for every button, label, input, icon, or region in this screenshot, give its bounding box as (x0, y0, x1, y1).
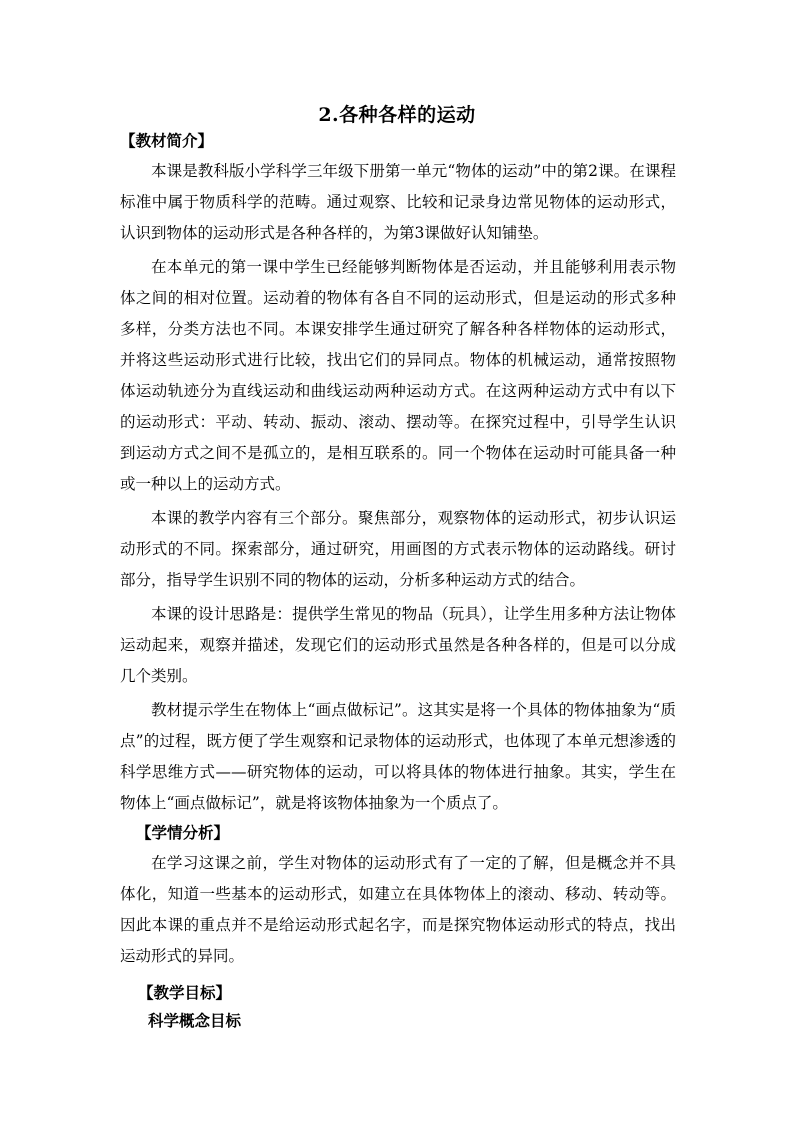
paragraph: 在学习这课之前，学生对物体的运动形式有了一定的了解，但是概念并不具体化，知道一些基本的运动形式，如建立在具体物体上的滚动、移动、转动等。因此本课的重点并不是给运动形式起名字，而是探究物体运动形式的特点，找出运动形式的异同。 (120, 854, 676, 965)
subheading-concept-goals: 科学概念目标 (148, 1011, 242, 1030)
paragraph: 在本单元的第一课中学生已经能够判断物体是否运动，并且能够利用表示物体之间的相对位置。运动着的物体有各自不同的运动形式，但是运动的形式多种多样，分类方法也不同。本课安排学生通过研究了解各种各样物体的运动形式，并将这些运动形式进行比较，找出它们的异同点。物体的机械运动，通常按照物体运动轨迹分为直线运动和曲线运动两种运动方式。在这两种运动方式中有以下的运动形式：平动、转动、振动、滚动、摆动等。在探究过程中，引导学生认识到运动方式之间不是孤立的，是相互联系的。同一个物体在运动时可能具备一种或一种以上的运动方式。 (120, 258, 676, 493)
paragraph: 本课的设计思路是：提供学生常见的物品（玩具），让学生用多种方法让物体运动起来，观察并描述，发现它们的运动形式虽然是各种各样的，但是可以分成几个类别。 (120, 605, 676, 685)
page-title: 2.各种各样的运动 (318, 104, 476, 126)
section-heading-intro: 【教材简介】 (120, 131, 214, 150)
paragraph: 本课是教科版小学科学三年级下册第一单元“物体的运动”中的第2课。在课程标准中属于物质科学的范畴。通过观察、比较和记录身边常见物体的运动形式，认识到物体的运动形式是各种各样的，为第3课做好认知铺垫。 (120, 162, 676, 242)
paragraph: 本课的教学内容有三个部分。聚焦部分，观察物体的运动形式，初步认识运动形式的不同。探索部分，通过研究，用画图的方式表示物体的运动路线。研讨部分，指导学生识别不同的物体的运动，分析多种运动方式的结合。 (120, 509, 676, 589)
document-body (120, 130, 676, 1032)
paragraph: 教材提示学生在物体上“画点做标记”。这其实是将一个具体的物体抽象为“质点”的过程，既方便了学生观察和记录物体的运动形式，也体现了本单元想渗透的科学思维方式——研究物体的运动，可以将具体的物体进行抽象。其实，学生在物体上“画点做标记”，就是将该物体抽象为一个质点了。 (120, 701, 676, 812)
section-heading-goals: 【教学目标】 (138, 983, 232, 1002)
section-heading-analysis: 【学情分析】 (136, 823, 230, 842)
